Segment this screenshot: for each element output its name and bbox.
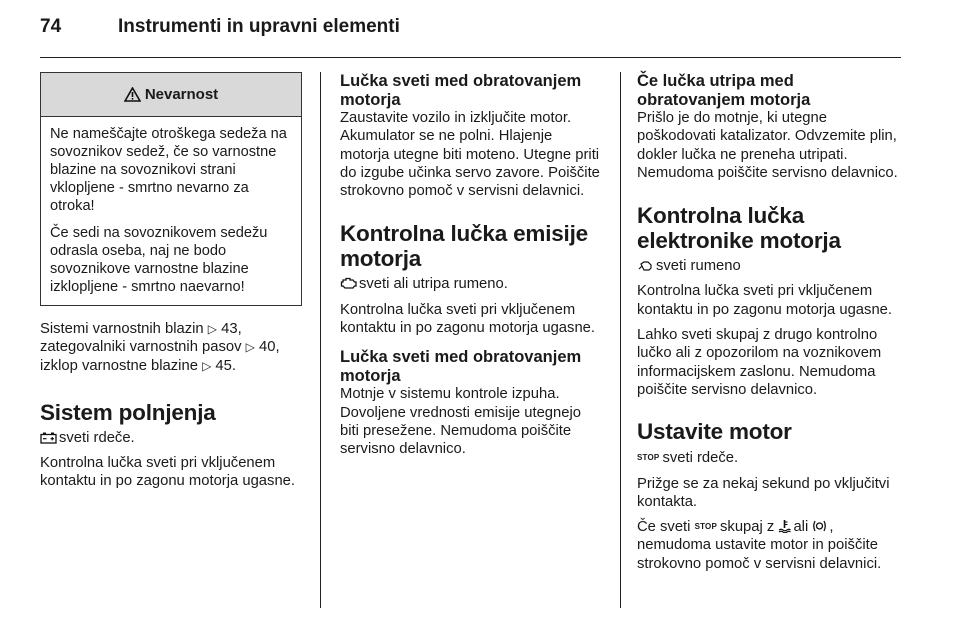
stop-icon: STOP	[637, 453, 660, 463]
charging-running-text: Zaustavite vozilo in izključite motor. Akumulator se ne polni. Hlajenje motorja utegne biti moteno. Utegne priti do izgube učinka servo zavore. Poiščite strokovno pomoč v servisni delavnici.	[340, 110, 600, 200]
engine-check-icon	[340, 277, 357, 290]
ref-airbag-page[interactable]: 43,	[221, 321, 242, 337]
warning-triangle-icon	[124, 87, 141, 102]
oil-pressure-icon	[812, 519, 827, 533]
emission-running-text: Motnje v sistemu kontrole izpuha. Dovoljene vrednosti emisije utegnejo biti presežene. Nemudoma poiščite servisno delavnico.	[340, 386, 581, 458]
header-divider	[40, 57, 901, 58]
warning-box	[40, 72, 302, 306]
reference-list	[40, 320, 302, 375]
column-divider-1	[320, 72, 321, 608]
stop-engine-heading: Ustavite motor	[637, 419, 792, 445]
column-3	[637, 72, 901, 573]
wrench-car-icon	[637, 260, 654, 272]
stop-engine-text-2: Če sveti STOP skupaj z ali , nemudoma ustavite motor in poiščite strokovno pomoč v servisni delavnici.	[637, 519, 882, 572]
charging-heading: Sistem polnjenja	[40, 399, 216, 425]
warning-text-1: Ne nameščajte otroškega sedeža na sovoznikov sedež, če so varnostne blazine na sovoznikovi strani vklopljene - smrtno nevarno za otroka!	[50, 126, 287, 214]
charging-text: Kontrolna lučka sveti pri vključenem kontaktu in po zagonu motorja ugasne.	[40, 455, 296, 490]
engine-electronics-text-1: Kontrolna lučka sveti pri vključenem kontaktu in po zagonu motorja ugasne.	[637, 283, 893, 318]
page-ref-arrow-icon: ▷	[202, 358, 212, 373]
engine-electronics-text-2: Lahko sveti skupaj z drugo kontrolno lučko ali z opozorilom na voznikovem informacijskem zaslonu. Nemudoma poiščite servisno delavnico.	[637, 327, 882, 398]
warning-header	[41, 73, 301, 117]
engine-electronics-heading: Kontrolna lučka elektronike motorja	[637, 203, 841, 254]
charging-status: sveti rdeče.	[40, 429, 302, 447]
column-2	[340, 72, 602, 459]
emission-status: sveti ali utripa rumeno.	[340, 275, 602, 293]
emission-heading: Kontrolna lučka emisije motorja	[340, 221, 588, 272]
stop-engine-status: STOP sveti rdeče.	[637, 450, 739, 467]
page-title: Instrumenti in upravni elementi	[118, 16, 400, 37]
emission-running-heading: Lučka sveti med obratovanjem motorja	[340, 348, 582, 385]
stop-engine-text-1: Prižge se za nekaj sekund po vključitvi kontakta.	[637, 475, 890, 510]
ref-deactivation-page[interactable]: 45.	[215, 357, 236, 374]
ref-airbag-label: Sistemi varnostnih blazin	[40, 321, 204, 337]
page-ref-arrow-icon: ▷	[245, 340, 255, 355]
warning-title: Nevarnost	[144, 86, 219, 103]
column-divider-2	[620, 72, 621, 608]
charging-running-heading: Lučka sveti med obratovanjem motorja	[340, 72, 582, 109]
battery-icon	[40, 432, 57, 444]
column-1	[40, 72, 302, 491]
emission-text: Kontrolna lučka sveti pri vključenem kontaktu in po zagonu motorja ugasne.	[340, 301, 596, 337]
warning-body	[41, 117, 301, 305]
blinking-heading: Če lučka utripa med obratovanjem motorja	[637, 72, 811, 109]
blinking-text: Prišlo je do motnje, ki utegne poškodovati katalizator. Odvzemite plin, dokler lučka ne preneha utripati. Nemudoma poiščite servisno delavnico.	[637, 110, 898, 181]
ref-pretensioner-label: zategovalniki varnostnih pasov	[40, 339, 242, 356]
warning-text-2: Če sedi na sovoznikovem sedežu odrasla oseba, naj ne bodo sovoznikove varnostne blazine izklopljene - smrtno naevarno!	[50, 225, 268, 295]
page-ref-arrow-icon: ▷	[207, 322, 218, 336]
ref-deactivation-label: izklop varnostne blazine	[40, 357, 198, 374]
stop-icon: STOP	[694, 522, 718, 532]
engine-electronics-status: sveti rumeno	[637, 257, 901, 275]
ref-pretensioner-page[interactable]: 40,	[259, 339, 280, 356]
page-number: 74	[40, 16, 62, 37]
page-header	[40, 16, 400, 46]
coolant-temperature-icon	[778, 519, 791, 533]
